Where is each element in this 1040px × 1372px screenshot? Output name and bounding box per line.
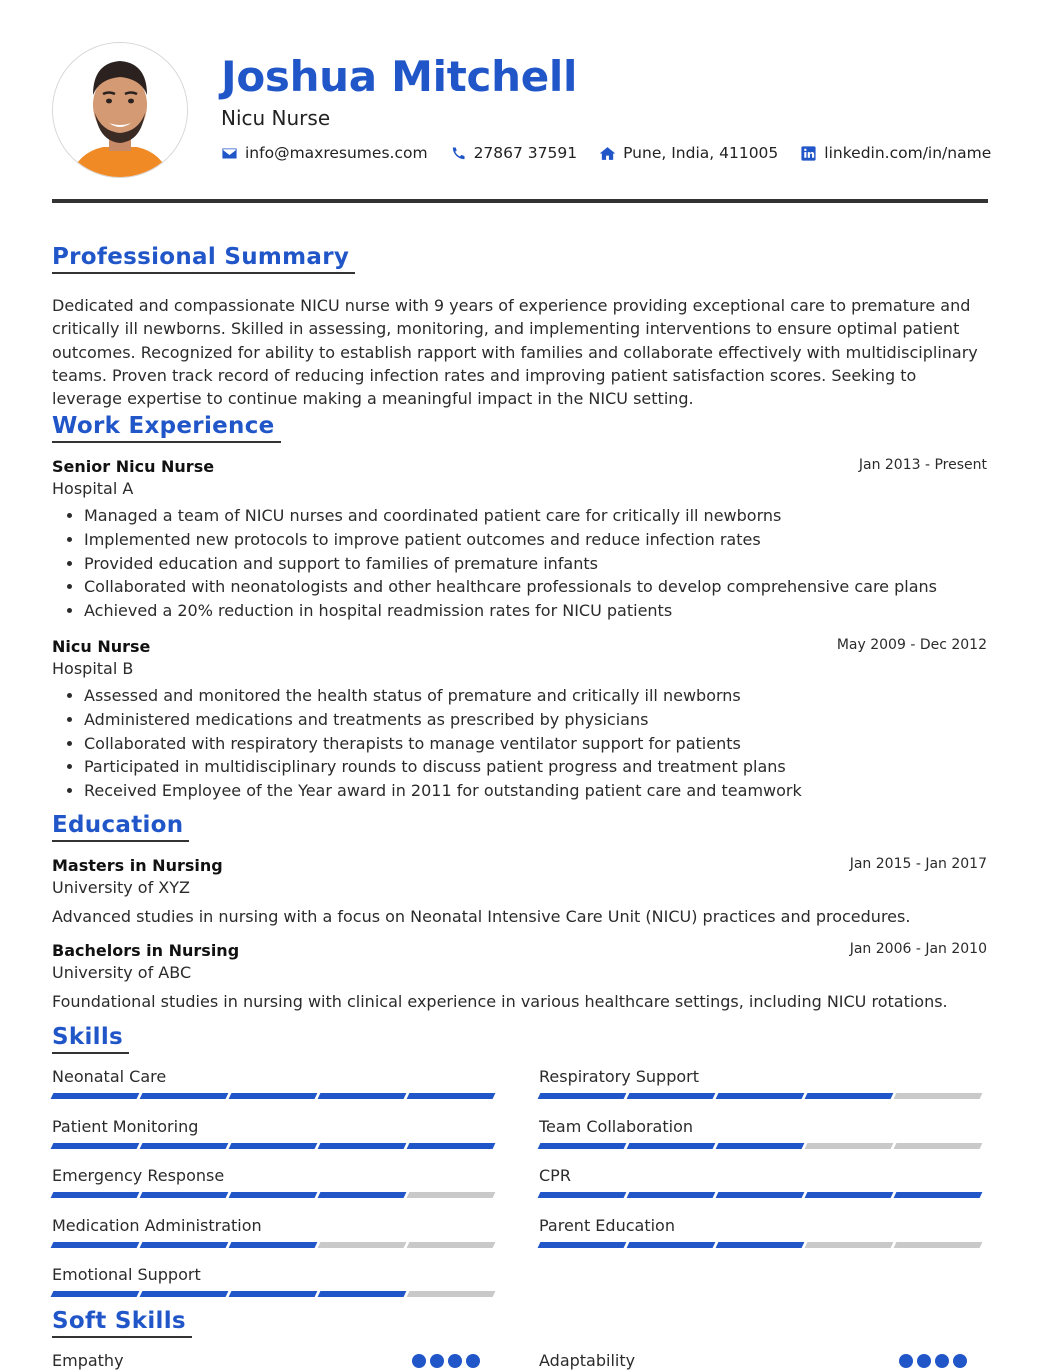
- rating-dot: [953, 1354, 967, 1368]
- education-section: [52, 810, 988, 1011]
- job-date: Jan 2013 - Present: [858, 457, 987, 473]
- education-date: Jan 2015 - Jan 2017: [849, 856, 987, 872]
- summary-section: [52, 242, 988, 410]
- skill-level-bar: [52, 1093, 497, 1099]
- resume-header: [52, 0, 992, 204]
- education-entry: [52, 856, 988, 926]
- skill-segment-filled: [229, 1291, 318, 1297]
- skill-segment-empty: [894, 1093, 983, 1099]
- skill-segment-filled: [538, 1192, 627, 1198]
- skill-segment-filled: [805, 1093, 894, 1099]
- job-organization: Hospital A: [52, 479, 134, 498]
- job-bullet: • Administered medications and treatments as prescribed by physicians: [84, 708, 988, 732]
- education-heading: Education: [52, 810, 189, 842]
- skill-segment-filled: [229, 1242, 318, 1248]
- header-divider: [52, 199, 988, 203]
- skill-name: Emergency Response: [52, 1166, 225, 1185]
- soft-skill-item: [539, 1351, 967, 1370]
- job-date: May 2009 - Dec 2012: [836, 636, 987, 653]
- rating-dot: [917, 1354, 931, 1368]
- skills-heading: Skills: [52, 1022, 129, 1054]
- skill-segment-filled: [627, 1242, 716, 1248]
- skill-segment-filled: [140, 1291, 229, 1297]
- skill-segment-empty: [894, 1143, 983, 1149]
- skill-segment-filled: [627, 1093, 716, 1099]
- skill-segment-empty: [407, 1242, 496, 1248]
- skill-level-bar: [539, 1093, 984, 1099]
- contact-location: [599, 144, 778, 162]
- skill-item: [539, 1166, 986, 1185]
- skill-item: [52, 1067, 499, 1086]
- skill-name: Patient Monitoring: [52, 1116, 199, 1136]
- skill-segment-filled: [894, 1192, 983, 1198]
- skill-segment-filled: [229, 1093, 318, 1099]
- skill-name: Emotional Support: [52, 1265, 201, 1284]
- home-icon: [599, 145, 616, 162]
- job-bullets: [52, 684, 988, 803]
- experience-heading: Work Experience: [52, 411, 281, 443]
- skill-segment-filled: [716, 1143, 805, 1149]
- education-description: Foundational studies in nursing with clinical experience in various healthcare settings, including NICU rotations.: [52, 992, 948, 1011]
- job-organization: Hospital B: [52, 658, 134, 678]
- skill-item: [52, 1117, 499, 1136]
- location-text: Pune, India, 411005: [623, 144, 779, 162]
- skill-item: [52, 1166, 499, 1185]
- skill-level-bar: [539, 1143, 984, 1149]
- candidate-name: Joshua Mitchell: [221, 52, 578, 101]
- skill-segment-filled: [318, 1093, 407, 1099]
- soft-skill-rating: [895, 1354, 967, 1368]
- avatar-portrait-image: [53, 43, 187, 177]
- avatar: [52, 42, 188, 178]
- degree-title: Masters in Nursing: [52, 856, 223, 875]
- skill-segment-filled: [140, 1242, 229, 1248]
- linkedin-text: linkedin.com/in/name: [824, 144, 992, 162]
- phone-text: 27867 37591: [473, 144, 578, 162]
- skill-segment-empty: [407, 1192, 496, 1198]
- experience-section: [52, 411, 988, 803]
- skill-segment-filled: [140, 1093, 229, 1099]
- rating-dot: [935, 1354, 949, 1368]
- skill-segment-filled: [538, 1143, 627, 1149]
- skill-segment-filled: [407, 1143, 496, 1149]
- contact-bar: [221, 144, 1013, 162]
- skill-name: Parent Education: [539, 1215, 675, 1235]
- education-description: Advanced studies in nursing with a focus on Neonatal Intensive Care Unit (NICU) practices and procedures.: [52, 907, 911, 926]
- soft-skill-name: Adaptability: [539, 1351, 636, 1370]
- skill-level-bar: [539, 1192, 984, 1198]
- skill-segment-filled: [805, 1192, 894, 1198]
- skill-level-bar: [52, 1291, 497, 1297]
- summary-text: Dedicated and compassionate NICU nurse with 9 years of experience providing exceptional care to premature and critically ill newborns. Skilled in assessing, monitoring, and implementing interventions to ensure optimal patient outcomes. Recognized for ability to establish rapport with families and collaborate effectively with multidisciplinary teams. Proven track record of reducing infection rates and improving patient satisfaction scores. Seeking to leverage expertise to continue making a meaningful impact in the NICU setting.: [52, 296, 978, 409]
- skill-name: Respiratory Support: [539, 1067, 700, 1086]
- job-entry: [52, 457, 988, 623]
- skill-name: CPR: [539, 1166, 571, 1185]
- skill-item: [539, 1216, 986, 1235]
- skill-item: [52, 1265, 499, 1284]
- email-text: info@maxresumes.com: [245, 144, 428, 162]
- skill-segment-filled: [318, 1143, 407, 1149]
- soft-skill-name: Empathy: [52, 1351, 124, 1370]
- job-bullet: • Managed a team of NICU nurses and coordinated patient care for critically ill newborns: [84, 504, 988, 528]
- rating-dot: [899, 1354, 913, 1368]
- skill-segment-filled: [716, 1093, 805, 1099]
- job-bullet: • Participated in multidisciplinary rounds to discuss patient progress and treatment plans: [84, 755, 988, 779]
- job-entry: [52, 637, 988, 803]
- skill-segment-filled: [318, 1192, 407, 1198]
- summary-heading: Professional Summary: [52, 242, 355, 274]
- skill-segment-empty: [894, 1242, 983, 1248]
- skill-segment-filled: [51, 1291, 140, 1297]
- skill-item: [52, 1216, 499, 1235]
- job-bullet: • Collaborated with respiratory therapists to manage ventilator support for patients: [84, 732, 988, 756]
- skill-segment-filled: [407, 1093, 496, 1099]
- skill-item: [539, 1117, 986, 1136]
- rating-dot: [466, 1354, 480, 1368]
- skill-segment-filled: [229, 1192, 318, 1198]
- skill-segment-filled: [51, 1143, 140, 1149]
- skill-segment-filled: [627, 1192, 716, 1198]
- rating-dot: [430, 1354, 444, 1368]
- skill-name: Medication Administration: [52, 1215, 262, 1235]
- skill-segment-filled: [538, 1242, 627, 1248]
- skill-level-bar: [52, 1143, 497, 1149]
- job-bullet: • Received Employee of the Year award in 2011 for outstanding patient care and teamwork: [84, 779, 988, 803]
- rating-dot: [412, 1354, 426, 1368]
- skill-segment-empty: [407, 1291, 496, 1297]
- soft-skills-heading: Soft Skills: [52, 1306, 192, 1338]
- skill-segment-filled: [140, 1143, 229, 1149]
- skill-segment-filled: [51, 1192, 140, 1198]
- skill-level-bar: [52, 1192, 497, 1198]
- skill-item: [539, 1067, 986, 1086]
- rating-dot: [448, 1354, 462, 1368]
- job-bullet: • Achieved a 20% reduction in hospital readmission rates for NICU patients: [84, 599, 988, 623]
- job-bullet: • Assessed and monitored the health status of premature and critically ill newborns: [84, 684, 988, 708]
- soft-skills-section: [52, 1306, 988, 1372]
- skill-name: Team Collaboration: [539, 1116, 694, 1136]
- envelope-icon: [221, 145, 238, 162]
- job-bullet: • Provided education and support to families of premature infants: [84, 552, 988, 576]
- contact-linkedin[interactable]: [800, 144, 991, 162]
- school-name: University of XYZ: [52, 878, 190, 897]
- skill-name: Neonatal Care: [52, 1067, 167, 1086]
- degree-title: Bachelors in Nursing: [52, 941, 240, 960]
- education-date: Jan 2006 - Jan 2010: [849, 941, 987, 957]
- soft-skill-rating: [408, 1354, 480, 1368]
- skill-segment-empty: [318, 1242, 407, 1248]
- skill-level-bar: [52, 1242, 497, 1248]
- contact-phone[interactable]: [450, 144, 578, 162]
- candidate-role: Nicu Nurse: [221, 106, 331, 130]
- education-entry: [52, 941, 988, 1011]
- job-bullet: • Collaborated with neonatologists and other healthcare professionals to develop comprehensive care plans: [84, 575, 988, 599]
- school-name: University of ABC: [52, 963, 192, 982]
- contact-email[interactable]: [221, 144, 428, 162]
- skill-segment-empty: [805, 1143, 894, 1149]
- skill-segment-filled: [716, 1242, 805, 1248]
- skill-segment-empty: [805, 1242, 894, 1248]
- phone-icon: [450, 145, 467, 162]
- job-bullets: [52, 504, 988, 623]
- resume-page: [52, 0, 992, 1370]
- linkedin-icon: [800, 145, 817, 162]
- soft-skill-item: [52, 1351, 480, 1370]
- job-bullet: • Implemented new protocols to improve patient outcomes and reduce infection rates: [84, 528, 988, 552]
- job-title: Nicu Nurse: [52, 636, 151, 656]
- skill-segment-filled: [716, 1192, 805, 1198]
- skill-segment-filled: [229, 1143, 318, 1149]
- skill-segment-filled: [538, 1093, 627, 1099]
- skill-segment-filled: [51, 1242, 140, 1248]
- skill-segment-filled: [318, 1291, 407, 1297]
- job-title: Senior Nicu Nurse: [52, 457, 215, 476]
- skill-segment-filled: [627, 1143, 716, 1149]
- skill-segment-filled: [140, 1192, 229, 1198]
- skills-section: [52, 1022, 988, 1282]
- skill-level-bar: [539, 1242, 984, 1248]
- skill-segment-filled: [51, 1093, 140, 1099]
